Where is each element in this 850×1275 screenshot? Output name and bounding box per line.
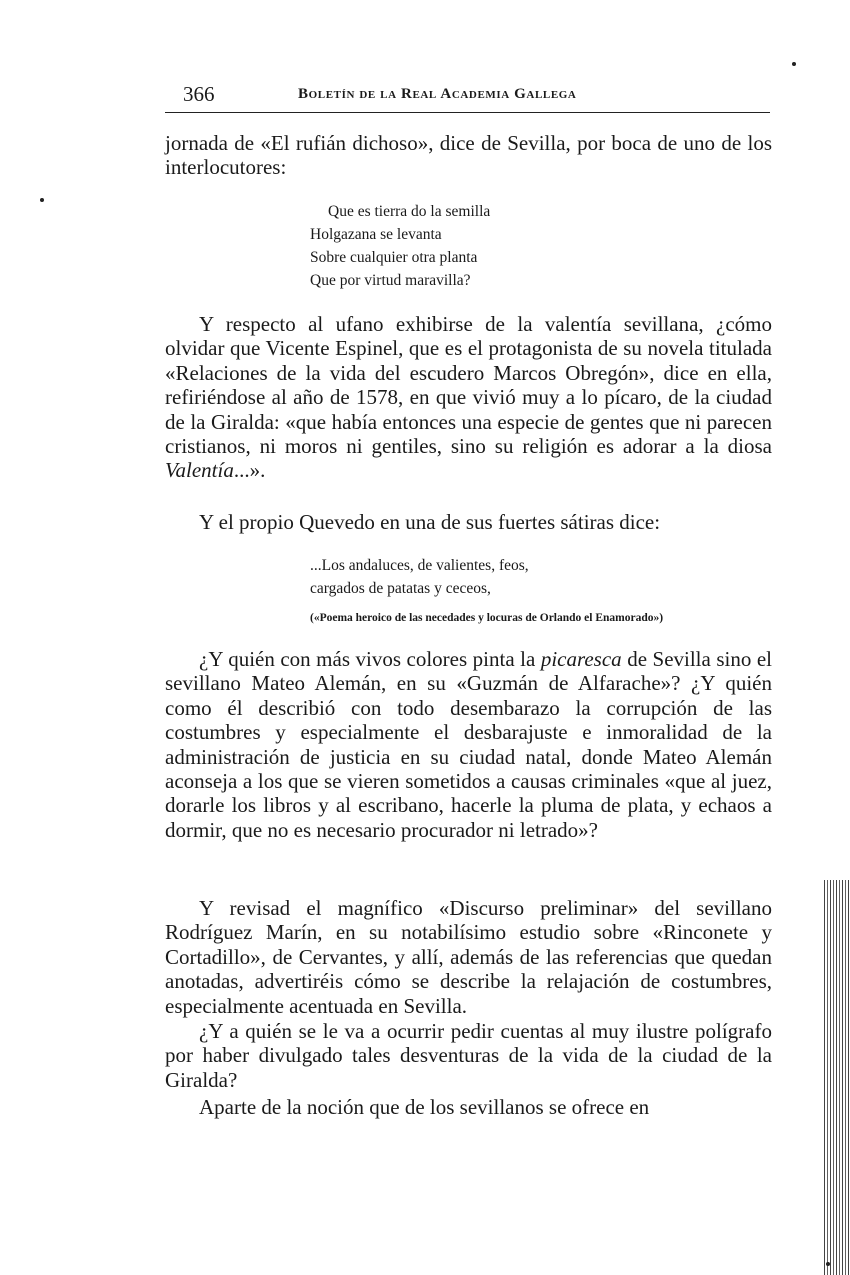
paragraph-3: Y el propio Quevedo en una de sus fuertes sátiras dice: (199, 510, 661, 534)
paragraph-5: Y revisad el magnífico «Discurso preliminar» del sevillano Rodríguez Marín, en su notabilísimo estudio sobre «Rinconete y Cortadillo», de Cervantes, y allí, además de las referencias que quedan anotadas, advertiréis cómo se describe la relajación de costumbres, especialmente acentuada en Sevilla. (165, 896, 772, 1018)
verse-block-1 (310, 200, 490, 292)
paragraph-7: Aparte de la noción que de los sevillanos se ofrece en (199, 1095, 650, 1119)
scan-speck (792, 62, 796, 66)
citation: («Poema heroico de las necedades y locuras de Orlando el Enamorado») (310, 612, 664, 624)
verse-block-2 (310, 554, 529, 600)
scan-speck (826, 1262, 830, 1266)
verse-line: Holgazana se levanta (310, 226, 442, 243)
emphasis-picaresca: picaresca (540, 647, 622, 671)
paragraph-2-end: ...». (233, 458, 266, 483)
paragraph-4-text: ¿Y quién con más vivos colores pinta la (199, 647, 541, 671)
running-head: Boletín de la Real Academia Gallega (298, 86, 577, 102)
verse-line: Sobre cualquier otra planta (310, 249, 478, 266)
verse-line: Que es tierra do la semilla (328, 203, 491, 220)
paragraph-2-text: Y respecto al ufano exhibirse de la valentía sevillana, ¿cómo olvidar que Vicente Espinel, que es el protagonista de su novela titulada «Relaciones de la vida del escudero Marcos Obregón», dice en ella, refiriéndose al año de 1578, en que vivió muy a lo pícaro, de la ciudad de la Giralda: «que había entonces una especie de gentes que ni parecen cristianos, ni moros ni gentiles, sino su religión es adorar a la diosa (165, 312, 772, 459)
verse-line: cargados de patatas y ceceos, (310, 580, 491, 597)
verse-line: ...Los andaluces, de valientes, feos, (310, 557, 529, 574)
emphasis-valentia: Valentía (165, 458, 234, 483)
page-number: 366 (183, 82, 215, 106)
paragraph-6: ¿Y a quién se le va a ocurrir pedir cuentas al muy ilustre polígrafo por haber divulgado tales desventuras de la vida de la ciudad de la Giralda? (165, 1019, 772, 1092)
page-header (165, 80, 770, 113)
paragraph-4-end: de Sevilla sino el sevillano Mateo Alemán, en su «Guzmán de Alfarache»? ¿Y quién como él describió con todo desembarazo la corrupción de las costumbres y especialmente el desbarajuste e inmoralidad de la administración de justicia en su ciudad natal, donde Mateo Alemán aconseja a los que se vieren sometidos a causas criminales «que al juez, dorarle los libros y al escribano, hacerle la pluma de plata, y echaos a dormir, que no es necesario procurador ni letrado»? (165, 647, 772, 842)
verse-line: Que por virtud maravilla? (310, 272, 471, 289)
page-edge-shadow (822, 880, 850, 1275)
scan-speck (40, 198, 44, 202)
paragraph-4 (165, 647, 772, 842)
paragraph-2 (165, 312, 772, 483)
paragraph-1: jornada de «El rufián dichoso», dice de Sevilla, por boca de uno de los interlocutores: (165, 131, 772, 180)
